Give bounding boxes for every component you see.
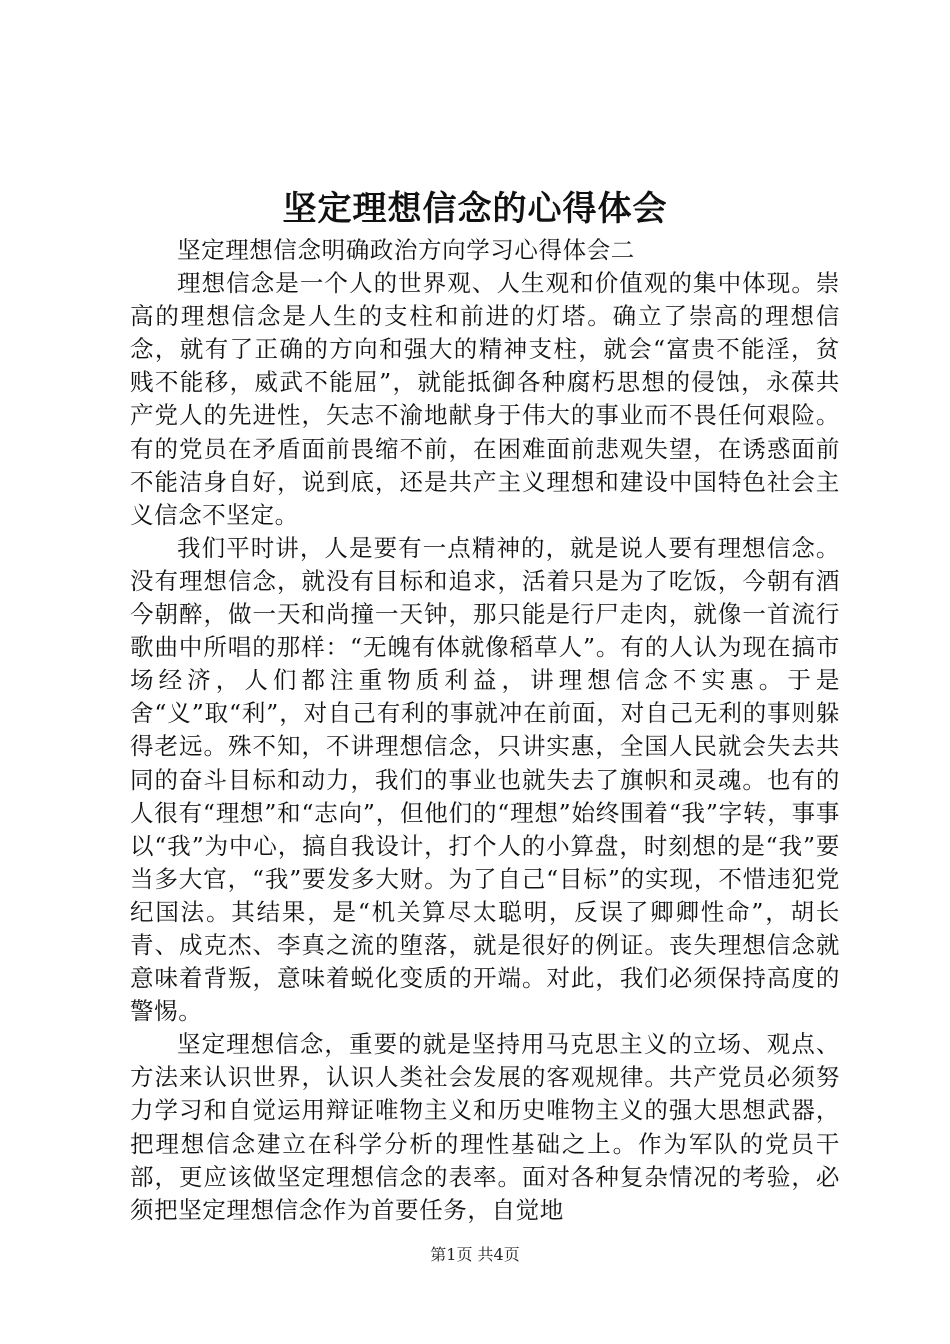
body-paragraph: 坚定理想信念，重要的就是坚持用马克思主义的立场、观点、方法来认识世界，认识人类社会发展的客观规律。共产党员必须努力学习和自觉运用辩证唯物主义和历史唯物主义的强大思想武器，把理想信念建立在科学分析的理性基础之上。作为军队的党员干部，更应该做坚定理想信念的表率。面对各种复杂情况的考验，必须把坚定理想信念作为首要任务，自觉地 (130, 1030, 840, 1224)
document-subtitle: 坚定理想信念明确政治方向学习心得体会二 (177, 236, 635, 264)
document-title: 坚定理想信念的心得体会 (282, 189, 668, 229)
body-paragraph: 理想信念是一个人的世界观、人生观和价值观的集中体现。崇高的理想信念是人生的支柱和前进的灯塔。确立了崇高的理想信念，就有了正确的方向和强大的精神支柱，就会“富贵不能淫，贫贱不能移，威武不能屈”，就能抵御各种腐朽思想的侵蚀，永葆共产党人的先进性，矢志不渝地献身于伟大的事业而不畏任何艰险。有的党员在矛盾面前畏缩不前，在困难面前悲观失望，在诱惑面前不能洁身自好，说到底，还是共产主义理想和建设中国特色社会主义信念不坚定。 (130, 269, 840, 529)
document-body (130, 234, 840, 1227)
body-paragraph: 我们平时讲，人是要有一点精神的，就是说人要有理想信念。没有理想信念，就没有目标和追求，活着只是为了吃饭，今朝有酒今朝醉，做一天和尚撞一天钟，那只能是行尸走肉，就像一首流行歌曲中所唱的那样：“无魄有体就像稻草人”。有的人认为现在搞市场经济，人们都注重物质利益，讲理想信念不实惠。于是舍“义”取“利”，对自己有利的事就冲在前面，对自己无利的事则躲得老远。殊不知，不讲理想信念，只讲实惠，全国人民就会失去共同的奋斗目标和动力，我们的事业也就失去了旗帜和灵魂。也有的人很有“理想”和“志向”，但他们的“理想”始终围着“我”字转，事事以“我”为中心，搞自我设计，打个人的小算盘，时刻想的是“我”要当多大官，“我”要发多大财。为了自己“目标”的实现，不惜违犯党纪国法。其结果，是“机关算尽太聪明，反误了卿卿性命”，胡长青、成克杰、李真之流的堕落，就是很好的例证。丧失理想信念就意味着背叛，意味着蜕化变质的开端。对此，我们必须保持高度的警惕。 (130, 533, 840, 1026)
page-number-footer: 第1页 共4页 (430, 1245, 520, 1264)
